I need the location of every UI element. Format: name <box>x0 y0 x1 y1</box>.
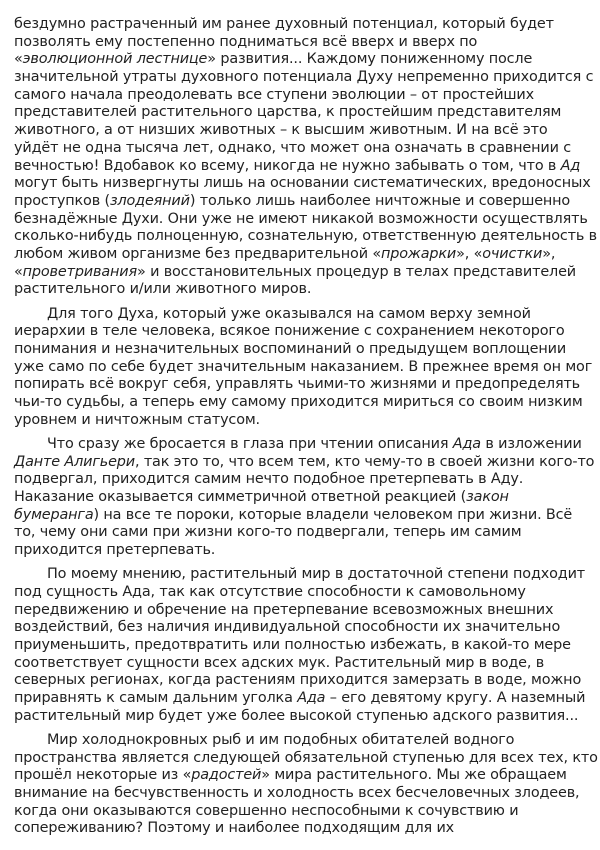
text-segment: воздействий, без наличия индивидуальной способности их значительно <box>14 619 561 636</box>
text-line <box>14 732 600 750</box>
text-line <box>14 672 600 690</box>
text-line <box>14 690 600 708</box>
text-segment: проступков ( <box>14 192 110 209</box>
italic-text: эволюционной лестнице <box>22 51 208 68</box>
text-segment: могут быть низвергнуты лишь на основании систематических, вредоносных <box>14 175 591 192</box>
text-line <box>14 341 600 359</box>
text-segment: », <box>542 245 556 262</box>
text-segment: », « <box>456 245 483 262</box>
text-segment: , так это то, что всем тем, кто чему-то в своей жизни кого-то <box>134 453 595 470</box>
italic-text: злодеяний <box>109 192 190 209</box>
text-segment: растительный мир будет уже более высокой ступенью адского развития... <box>14 707 579 724</box>
text-segment: внимание на бесчувственность и холодность всех бесчеловечных злодеев, <box>14 784 580 801</box>
text-segment: Для того Духа, который уже оказывался на самом верху земной <box>47 305 531 322</box>
text-segment: бездумно растраченный им ранее духовный потенциал, который будет <box>14 16 554 32</box>
text-segment: попирать всё вокруг себя, управлять чьими-то жизнями и предопределять <box>14 376 581 393</box>
text-line <box>14 228 600 246</box>
text-line <box>14 104 600 122</box>
paragraph <box>14 436 600 560</box>
text-segment: Наказание оказывается симметричной ответной реакцией ( <box>14 488 467 505</box>
text-segment: иерархии в теле человека, всякое понижение с сохранением некоторого <box>14 323 565 340</box>
italic-text: радостей <box>191 767 262 784</box>
text-segment: соответствует сущности всех адских мук. Растительный мир в воде, в <box>14 654 545 671</box>
text-segment: ) на все те пороки, которые владели человеком при жизни. Всё <box>93 506 573 523</box>
text-line <box>14 619 600 637</box>
text-segment: уровнем и ничтожным статусом. <box>14 411 260 428</box>
text-segment: любом живом организме без предварительной « <box>14 245 381 262</box>
text-segment: Что сразу же бросается в глаза при чтении описания <box>47 435 453 452</box>
text-line <box>14 412 600 430</box>
text-line <box>14 655 600 673</box>
italic-text: бумеранга <box>14 506 94 523</box>
text-line <box>14 436 600 454</box>
text-line <box>14 708 600 726</box>
text-line <box>14 51 600 69</box>
text-line <box>14 16 600 34</box>
text-line <box>14 281 600 299</box>
text-line <box>14 750 600 768</box>
text-segment: – его девятому кругу. А наземный <box>325 689 586 706</box>
text-segment: приравнять к самым дальним уголка <box>14 689 298 706</box>
italic-text: очистки <box>482 245 543 262</box>
text-segment: сопереживанию? Поэтому и наиболее подходящим для их <box>14 820 455 837</box>
text-segment: чьи-то судьбы, а теперь ему самому приходится мириться со своим низким <box>14 393 583 410</box>
text-segment: вечностью! Вдобавок ко всему, никогда не нужно забывать о том, что в <box>14 157 561 174</box>
text-segment: значительной утраты духовного потенциала Духу непременно приходится с <box>14 69 594 86</box>
text-line <box>14 306 600 324</box>
text-line <box>14 542 600 560</box>
italic-text: Ад <box>560 157 581 174</box>
text-line <box>14 785 600 803</box>
text-line <box>14 524 600 542</box>
text-line <box>14 803 600 821</box>
text-line <box>14 211 600 229</box>
text-line <box>14 584 600 602</box>
document-page <box>14 16 600 844</box>
text-line <box>14 193 600 211</box>
text-line <box>14 122 600 140</box>
text-segment: » и восстановительных процедур в телах представителей <box>136 263 576 280</box>
italic-text: Ада <box>452 435 481 452</box>
text-segment: » развития... Каждому пониженному после <box>207 51 533 68</box>
text-segment: ) только лишь наиболее ничтожные и совершенно <box>189 192 571 209</box>
text-segment: позволять ему постепенно подниматься всё вверх и вверх по <box>14 33 478 50</box>
text-segment: пространства является следующей обязательной ступенью для всех тех, кто <box>14 749 598 766</box>
text-line <box>14 489 600 507</box>
text-line <box>14 507 600 525</box>
text-segment: приходится претерпевать. <box>14 541 216 558</box>
text-segment: животного, а от низших животных – к высшим животным. И на всё это <box>14 122 548 139</box>
text-line <box>14 158 600 176</box>
text-segment: подвергал, приходится самим нечто подобное претерпевать в Аду. <box>14 471 524 488</box>
text-segment: Мир холоднокровных рыб и им подобных обитателей водного <box>47 731 515 748</box>
text-segment: уже само по себе будет значительным наказанием. В прежнее время он мог <box>14 358 593 375</box>
text-segment: то, чему они сами при жизни кого-то подвергали, теперь им самим <box>14 524 522 541</box>
italic-text: проветривания <box>22 263 137 280</box>
text-segment: уйдёт не одна тысяча лет, однако, что может она означать в сравнении с <box>14 139 571 156</box>
text-segment: » мира растительного. Мы же обращаем <box>261 767 567 784</box>
text-segment: « <box>14 263 23 280</box>
italic-text: закон <box>466 488 509 505</box>
text-line <box>14 175 600 193</box>
text-line <box>14 359 600 377</box>
text-segment: растительного и/или животного миров. <box>14 281 312 298</box>
text-line <box>14 637 600 655</box>
text-line <box>14 376 600 394</box>
text-segment: северных регионах, когда растениям приходится замерзать в воде, можно <box>14 672 582 689</box>
text-line <box>14 264 600 282</box>
text-line <box>14 246 600 264</box>
text-line <box>14 566 600 584</box>
text-line <box>14 140 600 158</box>
text-line <box>14 454 600 472</box>
italic-text: прожарки <box>380 245 457 262</box>
text-segment: передвижению и обречение на претерпевание всевозможных внешних <box>14 601 554 618</box>
text-line <box>14 394 600 412</box>
text-segment: под сущность Ада, так как отсутствие способности к самовольному <box>14 583 526 600</box>
text-segment: в изложении <box>480 435 582 452</box>
text-segment: По моему мнению, растительный мир в достаточной степени подходит <box>47 566 586 583</box>
paragraph <box>14 16 600 299</box>
italic-text: Ада <box>297 689 326 706</box>
text-segment: приуменьшить, предотвратить или полностью избежать, в какой-то мере <box>14 636 571 653</box>
text-line <box>14 87 600 105</box>
text-line <box>14 323 600 341</box>
text-segment: представителей растительного царства, к простейшим представителям <box>14 104 562 121</box>
text-line <box>14 69 600 87</box>
paragraph <box>14 732 600 838</box>
paragraph <box>14 306 600 430</box>
text-segment: понимания и незначительных воспоминаний о предыдущем воплощении <box>14 340 567 357</box>
text-segment: « <box>14 51 23 68</box>
text-line <box>14 820 600 838</box>
text-segment: безнадёжные Духи. Они уже не имеют никакой возможности осуществлять <box>14 210 588 227</box>
text-line <box>14 471 600 489</box>
italic-text: Данте Алигьери <box>14 453 135 470</box>
paragraph <box>14 566 600 725</box>
text-segment: сколько-нибудь полноценную, сознательную, ответственную деятельность в <box>14 228 597 245</box>
text-segment: самого начала преодолевать все ступени эволюции – от простейших <box>14 86 534 103</box>
text-line <box>14 602 600 620</box>
text-segment: прошёл некоторые из « <box>14 767 192 784</box>
text-line <box>14 34 600 52</box>
text-line <box>14 767 600 785</box>
text-segment: когда они оказываются совершенно неспособными к сочувствию и <box>14 802 519 819</box>
